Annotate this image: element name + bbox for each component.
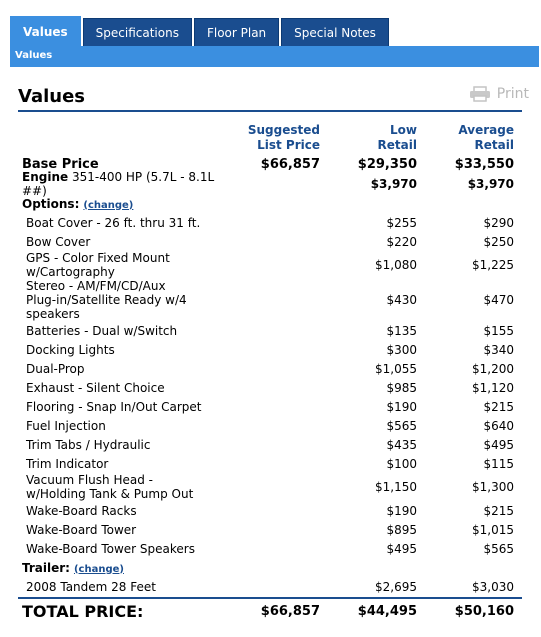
option-average: $250 — [483, 234, 514, 249]
trailer-name: 2008 Tandem 28 Feet — [26, 580, 156, 594]
option-low: $300 — [386, 342, 417, 357]
options-change-link[interactable]: (change) — [83, 199, 134, 211]
base-price-label: Base Price — [22, 156, 99, 172]
option-low: $220 — [386, 234, 417, 249]
option-name: Bow Cover — [26, 234, 91, 249]
option-name: Docking Lights — [26, 342, 115, 357]
trailer-low: $2,695 — [375, 580, 417, 594]
option-low: $190 — [386, 503, 417, 518]
option-name: Stereo - AM/FM/CD/Aux Plug-in/Satellite Ready w/4 speakers — [26, 279, 187, 321]
option-name: Flooring - Snap In/Out Carpet — [26, 399, 202, 414]
tab-values[interactable]: Values — [10, 16, 81, 46]
print-button[interactable] — [469, 86, 529, 102]
option-low: $1,080 — [375, 258, 417, 272]
option-row — [18, 213, 522, 232]
option-row — [18, 520, 522, 539]
tab-bar — [10, 18, 389, 46]
option-average: $1,015 — [472, 522, 514, 537]
base-average: $33,550 — [454, 156, 514, 172]
engine-low: $3,970 — [370, 177, 417, 191]
option-row — [18, 279, 522, 321]
option-name: Trim Indicator — [26, 456, 109, 471]
option-name: Wake-Board Tower — [26, 522, 137, 537]
page-title: Values — [18, 86, 85, 107]
engine-row — [18, 170, 522, 198]
option-row — [18, 340, 522, 359]
total-average: $50,160 — [454, 603, 514, 619]
option-row — [18, 539, 522, 558]
column-header-average: Average Retail — [458, 123, 514, 152]
option-row — [18, 454, 522, 473]
option-row — [18, 232, 522, 251]
option-average: $495 — [483, 437, 514, 452]
option-low: $255 — [386, 215, 417, 230]
option-name: Trim Tabs / Hydraulic — [26, 437, 151, 452]
option-average: $1,225 — [472, 258, 514, 272]
engine-label: Engine 351-400 HP (5.7L - 8.1L ##) — [22, 170, 215, 198]
option-name: Wake-Board Racks — [26, 503, 137, 518]
option-low: $135 — [386, 323, 417, 338]
option-low: $985 — [386, 380, 417, 395]
tab-special-notes[interactable]: Special Notes — [281, 18, 389, 46]
option-low: $895 — [386, 522, 417, 537]
option-average: $1,300 — [472, 480, 514, 494]
option-low: $1,055 — [375, 361, 417, 376]
option-low: $565 — [386, 418, 417, 433]
trailer-label: Trailer: — [22, 560, 70, 575]
trailer-row — [18, 577, 522, 597]
total-low: $44,495 — [357, 603, 417, 619]
total-label: TOTAL PRICE: — [22, 601, 144, 621]
values-table — [18, 122, 522, 623]
option-name: Batteries - Dual w/Switch — [26, 323, 178, 338]
option-row — [18, 501, 522, 520]
option-name: Vacuum Flush Head - w/Holding Tank & Pump Out — [26, 473, 194, 501]
option-low: $100 — [386, 456, 417, 471]
option-row — [18, 416, 522, 435]
option-low: $430 — [386, 293, 417, 307]
option-average: $155 — [483, 323, 514, 338]
engine-average: $3,970 — [467, 177, 514, 191]
print-label: Print — [496, 86, 529, 102]
options-label: Options: — [22, 196, 80, 211]
option-row — [18, 359, 522, 378]
table-header-row — [18, 122, 522, 154]
sub-nav-values-link[interactable]: Values — [15, 50, 53, 61]
option-average: $640 — [483, 418, 514, 433]
options-section-header — [18, 194, 522, 213]
tab-specifications[interactable]: Specifications — [83, 18, 192, 46]
option-row — [18, 251, 522, 279]
option-average: $215 — [483, 399, 514, 414]
column-header-low: Low Retail — [377, 123, 417, 152]
option-row — [18, 435, 522, 454]
options-list — [18, 213, 522, 558]
option-average: $565 — [483, 541, 514, 556]
option-low: $435 — [386, 437, 417, 452]
option-name: Dual-Prop — [26, 361, 85, 376]
printer-icon — [469, 86, 491, 102]
trailer-average: $3,030 — [472, 580, 514, 594]
total-row — [18, 597, 522, 623]
trailer-change-link[interactable]: (change) — [73, 563, 124, 575]
option-name: Wake-Board Tower Speakers — [26, 541, 195, 556]
option-low: $1,150 — [375, 480, 417, 494]
option-row — [18, 378, 522, 397]
option-row — [18, 473, 522, 501]
option-average: $115 — [483, 456, 514, 471]
option-average: $340 — [483, 342, 514, 357]
option-average: $1,200 — [472, 361, 514, 376]
option-average: $290 — [483, 215, 514, 230]
option-average: $470 — [483, 293, 514, 307]
option-low: $495 — [386, 541, 417, 556]
option-name: Fuel Injection — [26, 418, 106, 433]
option-low: $190 — [386, 399, 417, 414]
option-row — [18, 397, 522, 416]
sub-nav-bar — [10, 46, 539, 67]
base-low: $29,350 — [357, 156, 417, 172]
option-name: Exhaust - Silent Choice — [26, 380, 165, 395]
option-row — [18, 321, 522, 340]
total-suggested: $66,857 — [260, 603, 320, 619]
option-average: $1,120 — [472, 380, 514, 395]
title-divider — [18, 110, 522, 112]
base-suggested: $66,857 — [260, 156, 320, 172]
trailer-section-header — [18, 558, 522, 577]
tab-floor-plan[interactable]: Floor Plan — [194, 18, 279, 46]
option-name: Boat Cover - 26 ft. thru 31 ft. — [26, 215, 201, 230]
option-name: GPS - Color Fixed Mount w/Cartography — [26, 251, 170, 279]
option-average: $215 — [483, 503, 514, 518]
column-header-suggested: Suggested List Price — [247, 123, 320, 152]
